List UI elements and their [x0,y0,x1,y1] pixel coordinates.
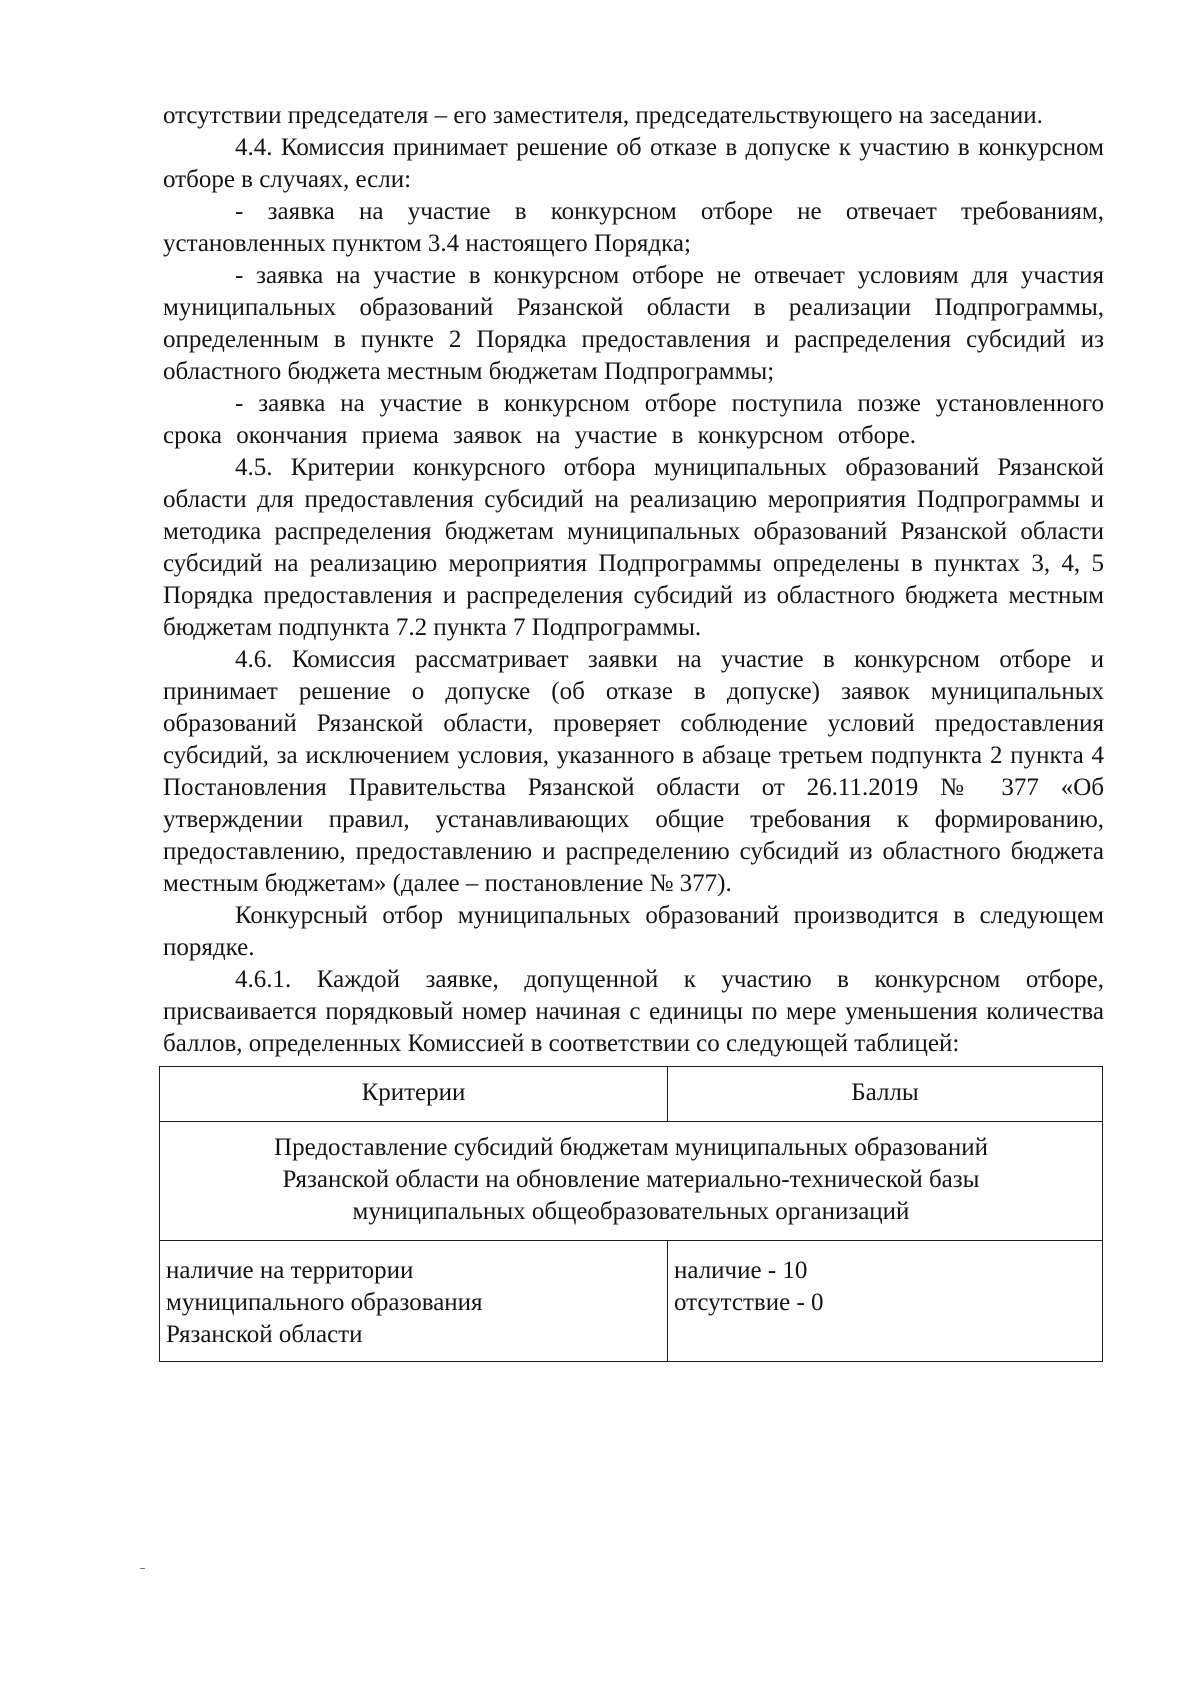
criteria-cell [160,1241,668,1362]
paragraph-4-6-1: 4.6.1. Каждой заявке, допущенной к участию в конкурсном отборе, присваивается порядковый номер начиная с единицы по мере уменьшения количества баллов, определенных Комиссией в соответствии со следующей таблицей: [163,966,1104,1057]
points-line: отсутствие - 0 [674,1289,824,1316]
header-points: Баллы [668,1067,1103,1122]
paragraph-4-5: 4.5. Критерии конкурсного отбора муниципальных образований Рязанской области для предоставления субсидий на реализацию мероприятия Подпрограммы и методика распределения бюджетам муниципальных образований Рязанской области субсидий на реализацию мероприятия Подпрограммы определены в пунктах 3, 4, 5 Порядка предоставления и распределения субсидий из областного бюджета местным бюджетам подпункта 7.2 пункта 7 Подпрограммы. [163,454,1104,641]
paragraph-continuation: отсутствии председателя – его заместителя, председательствующего на заседании. [163,102,1043,129]
section-title [160,1122,1103,1241]
table-section-row [160,1122,1103,1241]
scan-margin-mark [140,1568,145,1569]
table-header-row [160,1067,1103,1122]
header-criteria: Критерии [160,1067,668,1122]
paragraph-4-4: 4.4. Комиссия принимает решение об отказе в допуске к участию в конкурсном отборе в случаях, если: [163,134,1104,193]
list-item-requirements: - заявка на участие в конкурсном отборе не отвечает требованиям, установленных пунктом 3.4 настоящего Порядка; [163,198,1104,257]
paragraph-4-6: 4.6. Комиссия рассматривает заявки на участие в конкурсном отборе и принимает решение о допуске (об отказе в допуске) заявок муниципальных образований Рязанской области, проверяет соблюдение условий предоставления субсидий, за исключением условия, указанного в абзаце третьем подпункта 2 пункта 4 Постановления Правительства Рязанской области от 26.11.2019 № 377 «Об утверждении правил, устанавливающих общие требования к формированию, предоставлению, предоставлению и распределению субсидий из областного бюджета местным бюджетам» (далее – постановление № 377). [163,646,1104,897]
criteria-line: муниципального образования [166,1289,483,1316]
criteria-line: Рязанской области [166,1321,363,1348]
list-item-late-submission: - заявка на участие в конкурсном отборе поступила позже установленного срока окончания приема заявок на участие в конкурсном отборе. [163,390,1104,449]
document-page [163,100,1104,1362]
points-line: наличие - 10 [674,1257,808,1284]
criteria-line: наличие на территории [166,1257,414,1284]
paragraph-selection-order: Конкурсный отбор муниципальных образований производится в следующем порядке. [163,902,1104,961]
points-cell [668,1241,1103,1362]
list-item-conditions: - заявка на участие в конкурсном отборе не отвечает условиям для участия муниципальных образований Рязанской области в реализации Подпрограммы, определенным в пункте 2 Порядка предоставления и распределения субсидий из областного бюджета местным бюджетам Подпрограммы; [163,262,1104,385]
section-title-line: Предоставление субсидий бюджетам муниципальных образований [274,1134,988,1161]
section-title-line: Рязанской области на обновление материально-технической базы [282,1166,980,1193]
criteria-table [159,1066,1103,1362]
section-title-line: муниципальных общеобразовательных организаций [352,1198,910,1225]
table-row [160,1241,1103,1362]
